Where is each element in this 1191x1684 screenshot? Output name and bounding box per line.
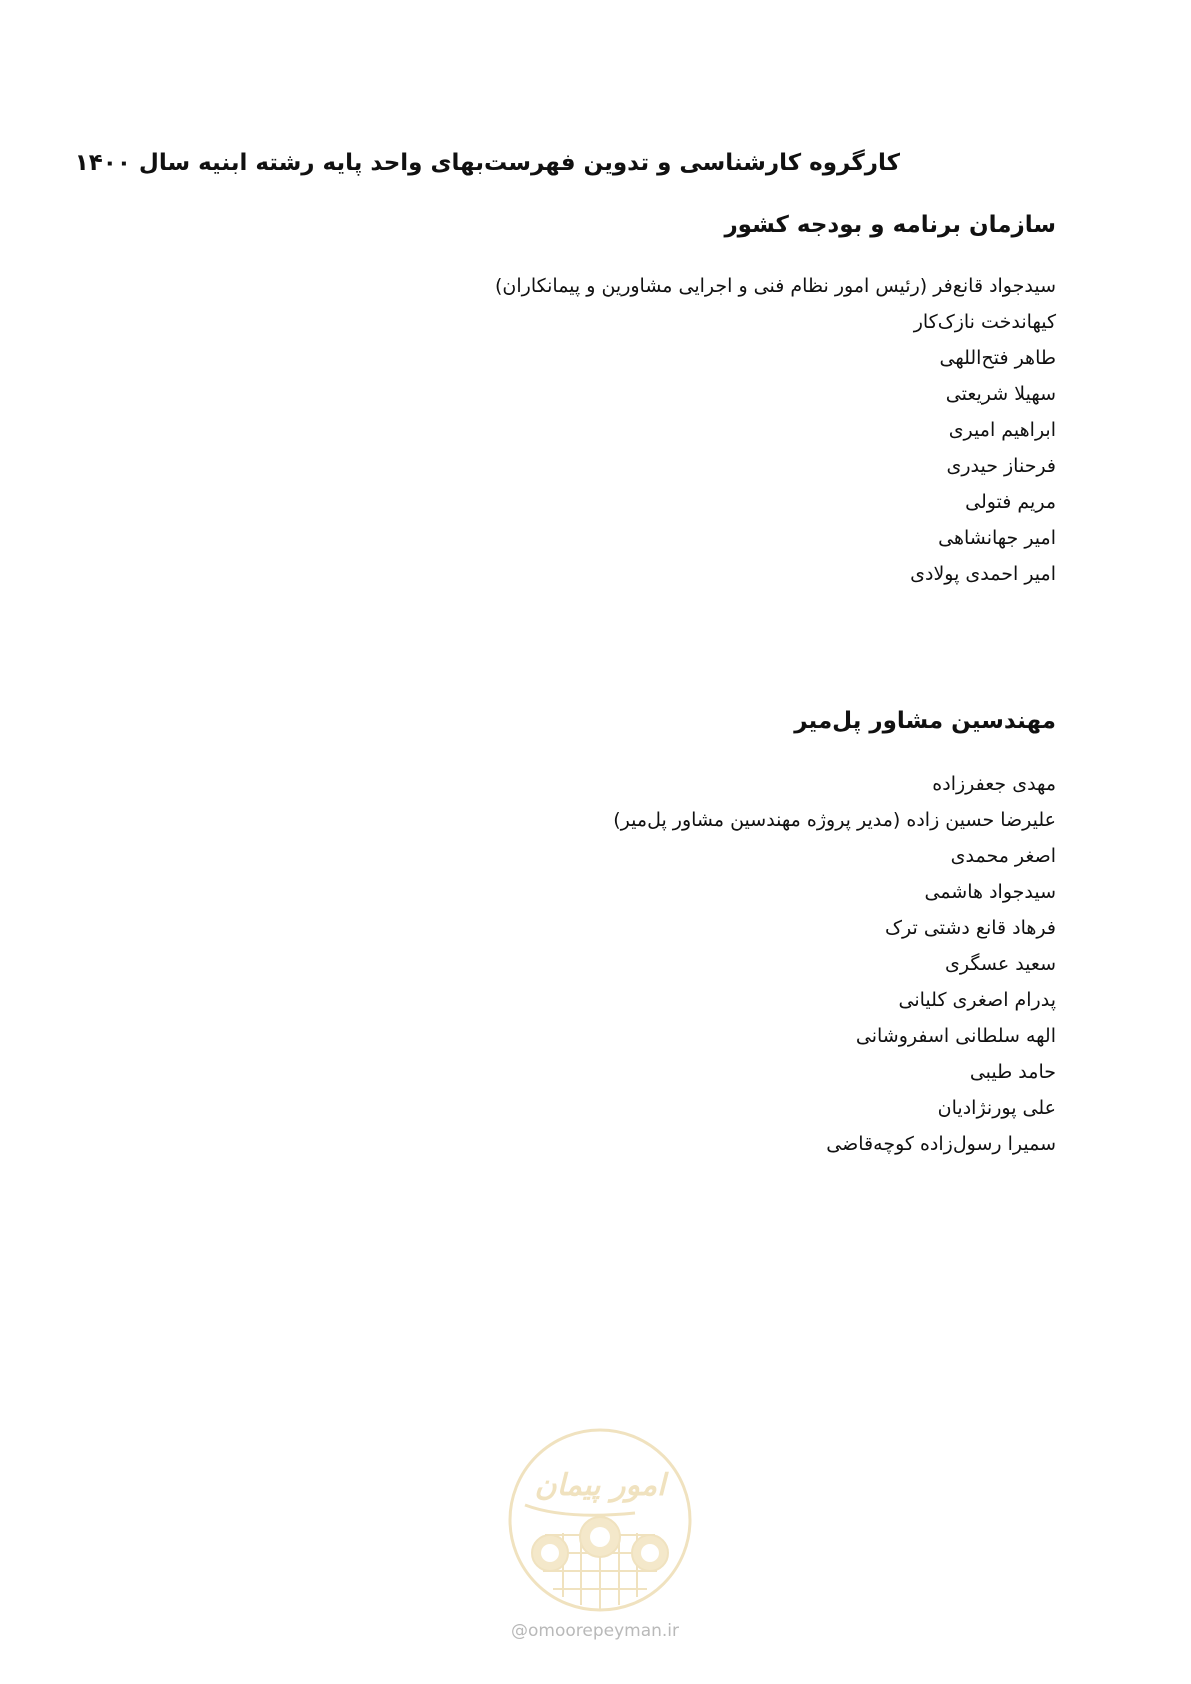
- list-item: فرحناز حیدری: [946, 455, 1056, 477]
- member-list-budget-organization: [495, 268, 1056, 592]
- list-item: طاهر فتح‌اللهی: [939, 347, 1056, 369]
- list-item: سیدجواد قانع‌فر (رئیس امور نظام فنی و اجرایی مشاورین و پیمانکاران): [495, 275, 1056, 297]
- member-list-polmir-consultants: [613, 766, 1056, 1162]
- list-item: امیر جهانشاهی: [938, 527, 1056, 549]
- section-heading-polmir-consultants: مهندسین مشاور پل‌میر: [794, 708, 1056, 734]
- list-item: سعید عسگری: [945, 953, 1056, 975]
- list-item: سهیلا شریعتی: [945, 383, 1056, 405]
- watermark-logo-text: امور پیمان: [534, 1468, 666, 1503]
- list-item: سمیرا رسول‌زاده کوچه‌قاضی: [826, 1133, 1056, 1155]
- section-heading-budget-organization: سازمان برنامه و بودجه کشور: [724, 212, 1056, 238]
- list-item: ابراهیم امیری: [948, 419, 1056, 441]
- list-item: حامد طیبی: [969, 1061, 1056, 1083]
- list-item: کیهاندخت نازک‌کار: [913, 311, 1056, 333]
- list-item: علیرضا حسین زاده (مدیر پروژه مهندسین مشاور پل‌میر): [613, 809, 1056, 831]
- list-item: پدرام اصغری کلیانی: [898, 989, 1056, 1011]
- watermark-logo: [505, 1425, 695, 1615]
- list-item: امیر احمدی پولادی: [910, 563, 1056, 585]
- list-item: فرهاد قانع دشتی ترک: [885, 917, 1056, 939]
- document-title: کارگروه کارشناسی و تدوین فهرست‌بهای واحد پایه رشته ابنیه سال ۱۴۰۰: [74, 150, 900, 176]
- watermark-url: @omoorepeyman.ir: [510, 1621, 680, 1641]
- list-item: علی پورنژادیان: [937, 1097, 1056, 1119]
- list-item: مهدی جعفرزاده: [932, 773, 1056, 795]
- list-item: اصغر محمدی: [950, 845, 1056, 867]
- list-item: الهه سلطانی اسفروشانی: [855, 1025, 1056, 1047]
- list-item: مریم فتولی: [965, 491, 1056, 513]
- list-item: سیدجواد هاشمی: [924, 881, 1056, 903]
